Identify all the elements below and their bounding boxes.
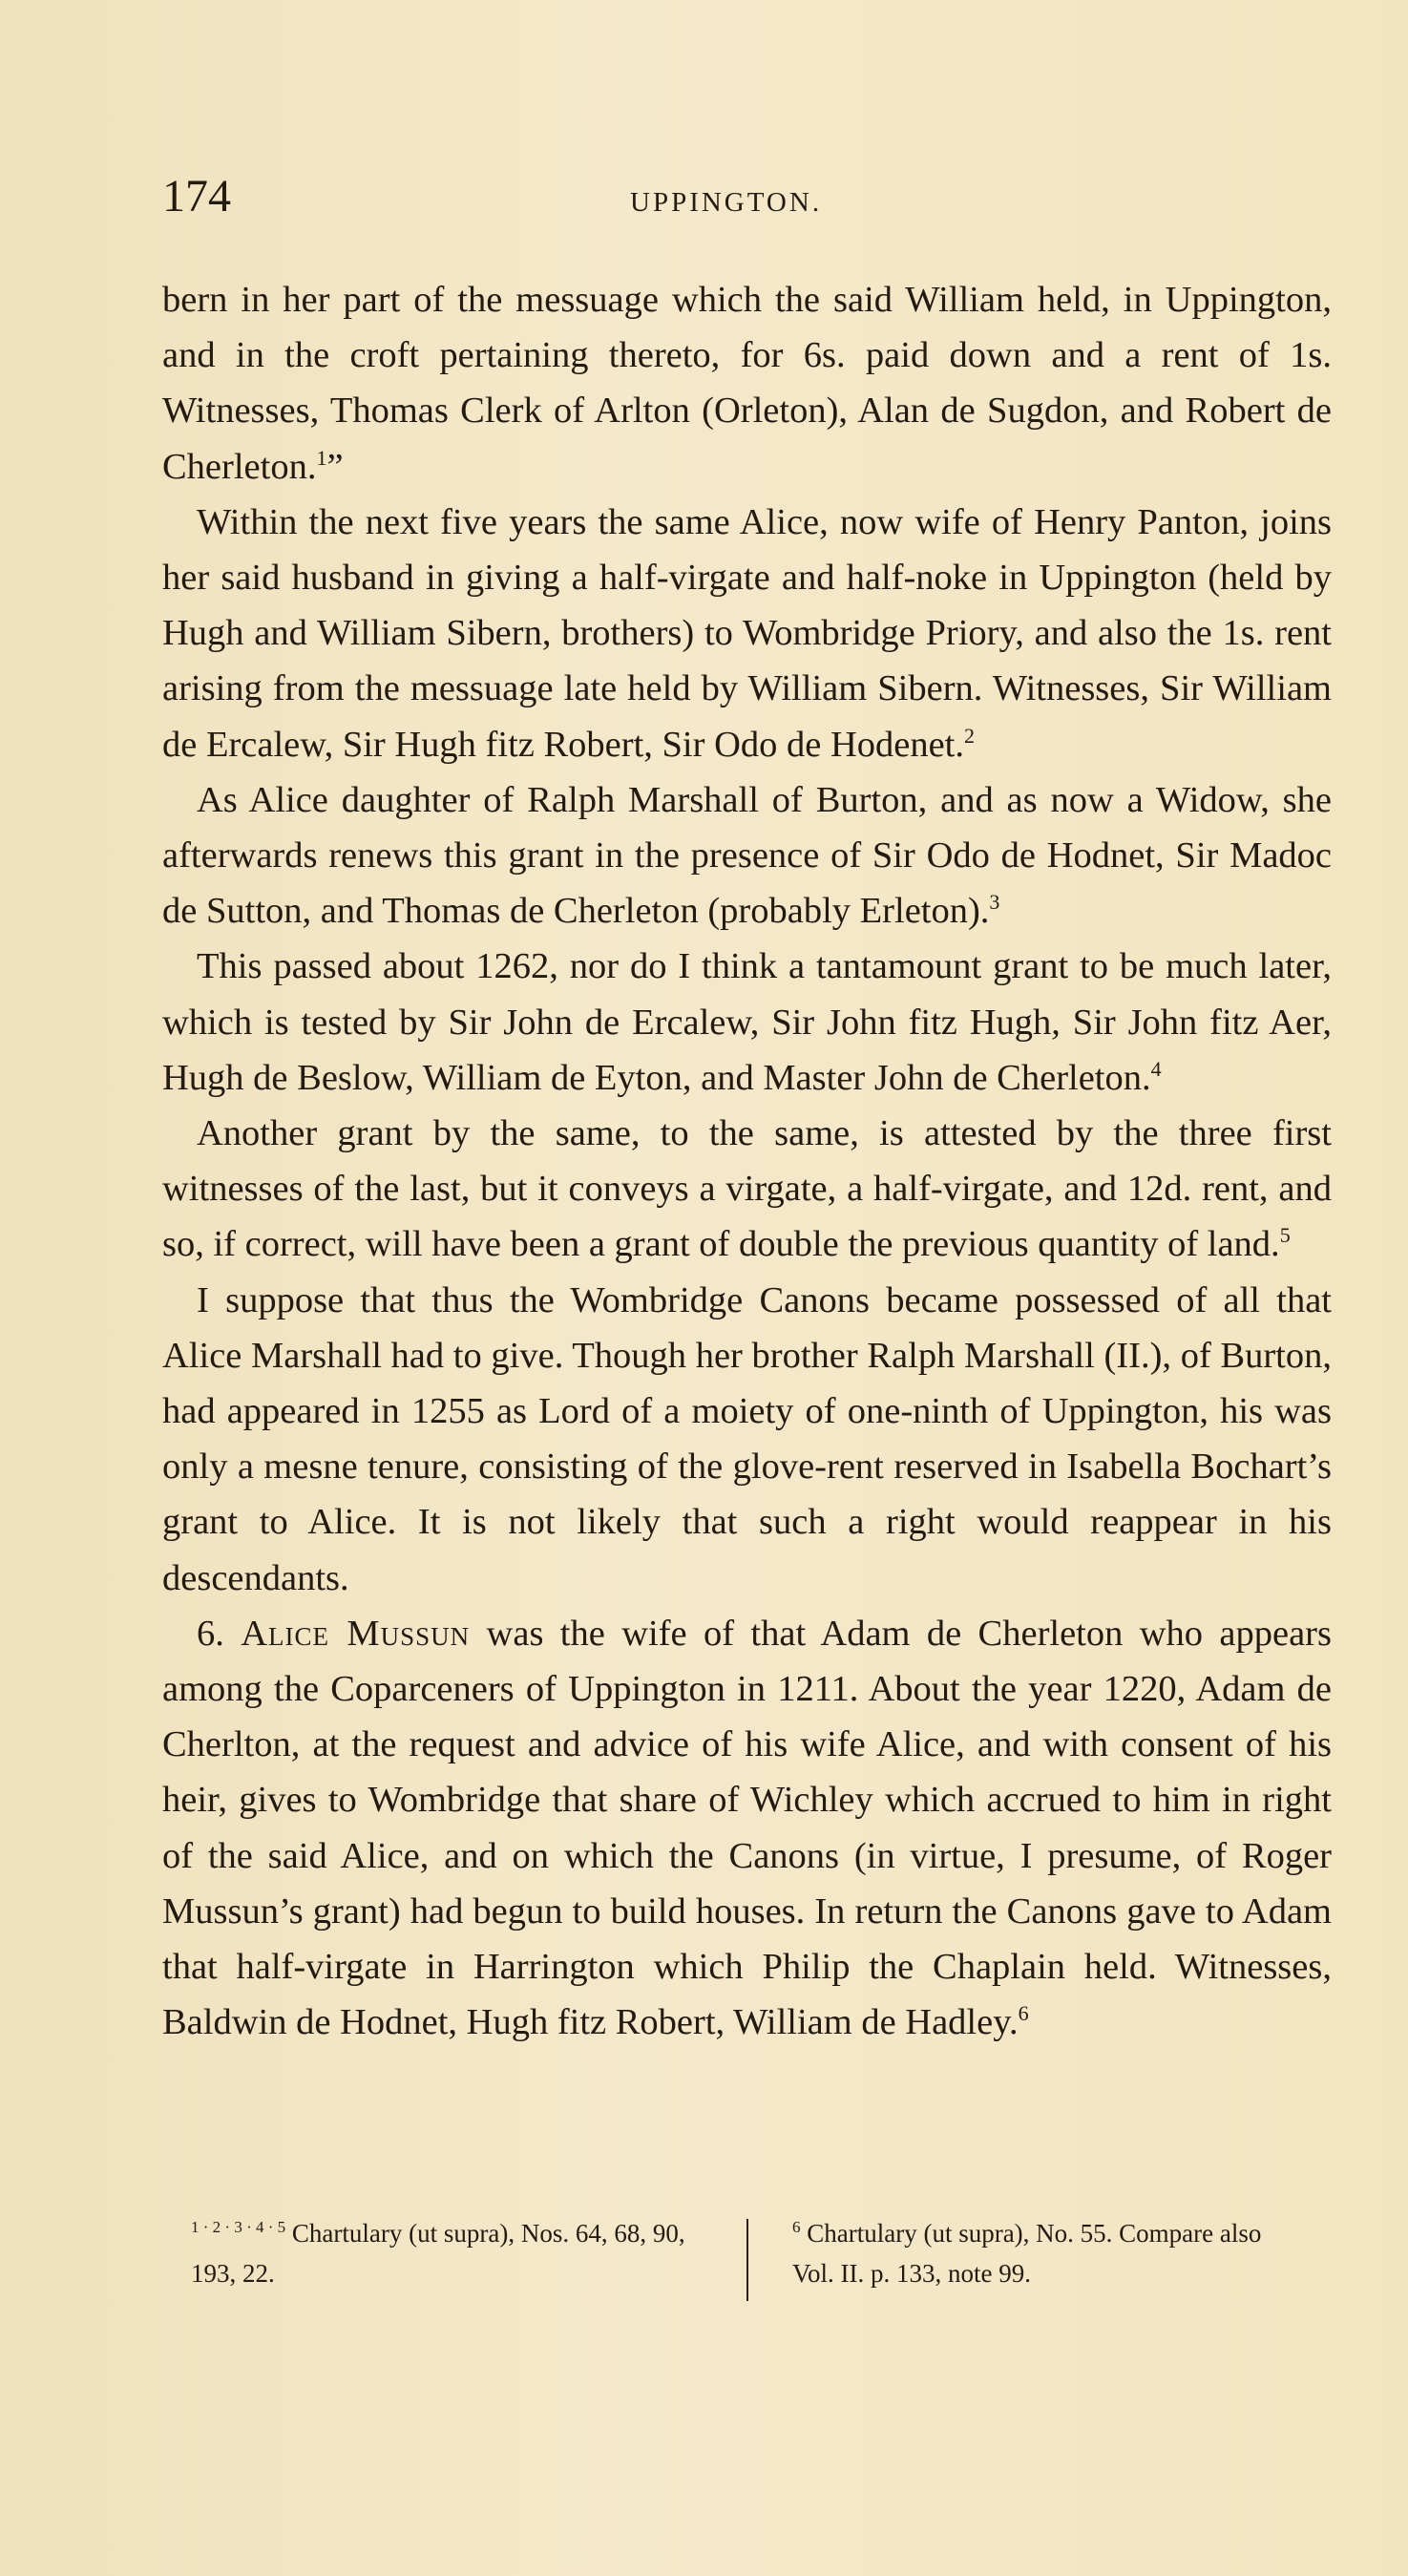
footnote-right-text: Chartulary (ut supra), No. 55. Compare also Vol. II. p. 133, note 99. bbox=[792, 2219, 1262, 2288]
closing-quote: ” bbox=[326, 446, 344, 487]
paragraph-5-text: Another grant by the same, to the same, is attested by the three first witnesses of the last, but it conveys a virgate, a half-virgate, and 12d. rent, and so, if correct, will have been a grant of double the previous quantity of land. bbox=[162, 1113, 1332, 1265]
section-number: 6. bbox=[197, 1613, 224, 1654]
footnote-ref-3: 3 bbox=[989, 890, 1000, 915]
paragraph-6 bbox=[162, 1273, 1332, 1606]
paragraph-3 bbox=[162, 772, 1332, 940]
footnote-divider bbox=[746, 2219, 748, 2301]
paragraph-6-text: I suppose that thus the Wombridge Canons became possessed of all that Alice Marshall had to give. Though her brother Ralph Marshall (II.), of Burton, had appeared in 1255 as Lord of a moiety of one-ninth of Uppington, his was only a mesne tenure, consisting of the glove-rent reserved in Isabella Bochart’s grant to Alice. It is not likely that such a right would reappear in his descendants. bbox=[162, 1279, 1332, 1598]
paragraph-3-text: As Alice daughter of Ralph Marshall of Burton, and as now a Widow, she afterwards renews this grant in the presence of Sir Odo de Hodnet, Sir Madoc de Sutton, and Thomas de Cherleton (probably Erleton). bbox=[162, 779, 1332, 932]
paragraph-7-text: was the wife of that Adam de Cherleton who appears among the Coparceners of Uppington in 1211. About the year 1220, Adam de Cherlton, at the request and advice of his wife Alice, and with consent of his heir, gives to Wombridge that share of Wichley which accrued to him in right of the said Alice, and on which the Canons (in virtue, I presume, of Roger Mussun’s grant) had begun to build houses. In return the Canons gave to Adam that half-virgate in Harrington which Philip the Chaplain held. Witnesses, Baldwin de Hodnet, Hugh fitz Robert, William de Hadley. bbox=[162, 1613, 1332, 2043]
page-number: 174 bbox=[162, 171, 231, 222]
footnote-ref-4: 4 bbox=[1150, 1057, 1162, 1082]
paragraph-5 bbox=[162, 1106, 1332, 1273]
body-text bbox=[162, 272, 1332, 2051]
paragraph-1-text: bern in her part of the messuage which the said William held, in Uppington, and in the croft pertaining thereto, for 6s. paid down and a rent of 1s. Witnesses, Thomas Clerk of Arlton (Orleton), Alan de Sugdon, and Robert de Cherleton. bbox=[162, 280, 1332, 487]
section-name: Alice Mussun bbox=[241, 1613, 471, 1654]
footnote-marks-1-5: 1 · 2 · 3 · 4 · 5 bbox=[191, 2218, 286, 2236]
footnote-right bbox=[792, 2213, 1308, 2293]
paragraph-4-text: This passed about 1262, nor do I think a tantamount grant to be much later, which is tested by Sir John de Ercalew, Sir John fitz Hugh, Sir John fitz Aer, Hugh de Beslow, William de Eyton, and Master John de Cherleton. bbox=[162, 946, 1332, 1098]
footnote-ref-1: 1 bbox=[316, 445, 327, 470]
running-head: UPPINGTON. bbox=[630, 187, 823, 218]
footnote-ref-6: 6 bbox=[1018, 2001, 1029, 2026]
footnote-ref-2: 2 bbox=[964, 723, 976, 748]
paragraph-7 bbox=[162, 1606, 1332, 2051]
paragraph-1 bbox=[162, 272, 1332, 495]
page-header bbox=[162, 170, 1250, 237]
footnote-left-text: Chartulary (ut supra), Nos. 64, 68, 90, 193, 22. bbox=[191, 2219, 685, 2288]
footnote-left bbox=[191, 2213, 735, 2293]
footnote-ref-5: 5 bbox=[1279, 1223, 1291, 1248]
paragraph-2-text: Within the next five years the same Alice, now wife of Henry Panton, joins her said husband in giving a half-virgate and half-noke in Uppington (held by Hugh and William Sibern, brothers) to Wombridge Priory, and also the 1s. rent arising from the messuage late held by William Sibern. Witnesses, Sir William de Ercalew, Sir Hugh fitz Robert, Sir Odo de Hodenet. bbox=[162, 501, 1332, 765]
footnote-mark-6: 6 bbox=[792, 2218, 801, 2236]
paragraph-2 bbox=[162, 495, 1332, 772]
paragraph-4 bbox=[162, 939, 1332, 1106]
